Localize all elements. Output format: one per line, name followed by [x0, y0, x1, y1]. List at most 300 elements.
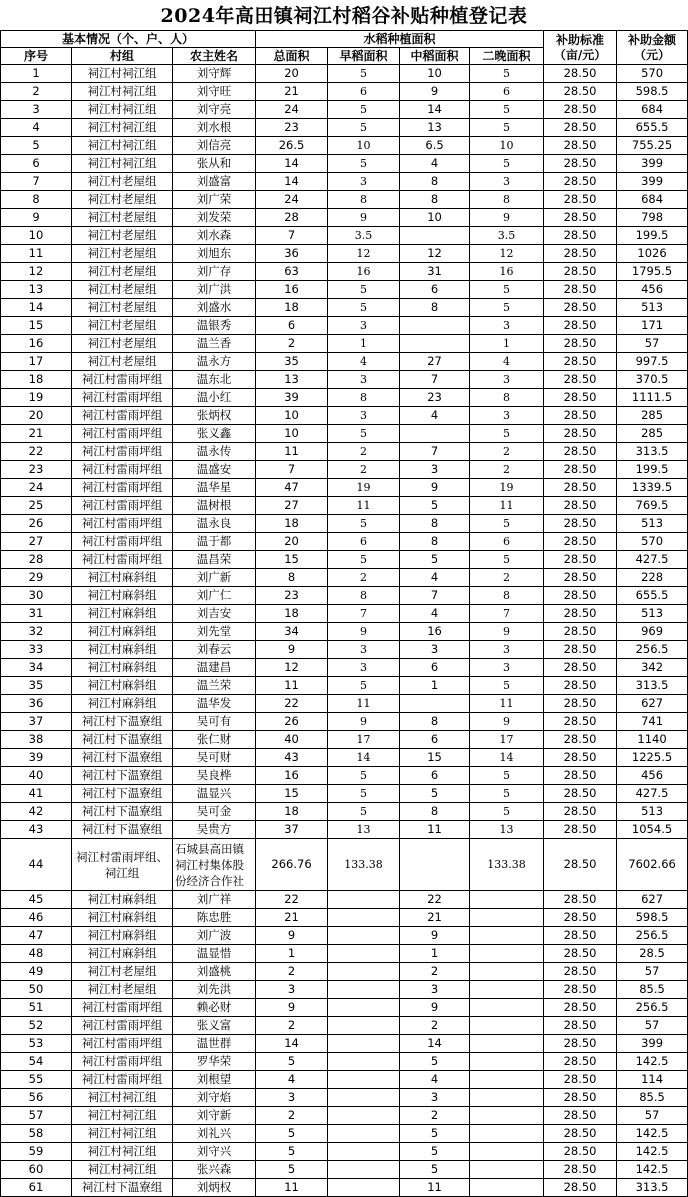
table-row [1, 1179, 688, 1197]
cell-total: 22 [256, 891, 328, 909]
cell-early: 5 [328, 299, 400, 317]
cell-standard: 28.50 [544, 119, 617, 137]
cell-standard: 28.50 [544, 137, 617, 155]
cell-seq: 37 [1, 713, 72, 731]
table-row [1, 425, 688, 443]
cell-late: 6 [470, 83, 544, 101]
cell-standard: 28.50 [544, 173, 617, 191]
cell-group: 祠江村麻斜组 [72, 587, 173, 605]
cell-total: 16 [256, 281, 328, 299]
cell-amount: 199.5 [617, 227, 688, 245]
cell-farmer: 温盛安 [173, 461, 256, 479]
cell-middle: 5 [400, 785, 470, 803]
cell-group: 祠江村老屋组 [72, 173, 173, 191]
cell-amount: 1140 [617, 731, 688, 749]
cell-early [328, 1053, 400, 1071]
header-early: 早稻面积 [328, 48, 400, 65]
cell-seq: 22 [1, 443, 72, 461]
cell-amount: 570 [617, 533, 688, 551]
cell-amount: 142.5 [617, 1161, 688, 1179]
cell-middle: 6 [400, 659, 470, 677]
cell-seq: 12 [1, 263, 72, 281]
cell-early: 8 [328, 389, 400, 407]
cell-amount: 142.5 [617, 1143, 688, 1161]
cell-middle: 5 [400, 551, 470, 569]
cell-total: 16 [256, 767, 328, 785]
cell-late: 7 [470, 605, 544, 623]
cell-middle: 22 [400, 891, 470, 909]
cell-farmer: 吴可金 [173, 803, 256, 821]
cell-group: 祠江村麻斜组 [72, 677, 173, 695]
cell-amount: 627 [617, 695, 688, 713]
cell-group: 祠江村老屋组 [72, 245, 173, 263]
cell-group: 祠江村老屋组 [72, 963, 173, 981]
cell-standard: 28.50 [544, 479, 617, 497]
cell-standard: 28.50 [544, 227, 617, 245]
cell-group: 祠江村祠江组 [72, 155, 173, 173]
cell-seq: 51 [1, 999, 72, 1017]
cell-total: 18 [256, 299, 328, 317]
cell-amount: 285 [617, 407, 688, 425]
cell-farmer: 吴良桦 [173, 767, 256, 785]
cell-middle: 11 [400, 1179, 470, 1197]
cell-farmer: 温东北 [173, 371, 256, 389]
header-group: 村组 [72, 48, 173, 65]
cell-amount: 769.5 [617, 497, 688, 515]
cell-total: 18 [256, 803, 328, 821]
cell-group: 祠江村雷雨坪组 [72, 425, 173, 443]
cell-group: 祠江村祠江组 [72, 1089, 173, 1107]
cell-seq: 18 [1, 371, 72, 389]
cell-farmer: 刘炳权 [173, 1179, 256, 1197]
cell-farmer: 赖必财 [173, 999, 256, 1017]
cell-farmer: 刘广洪 [173, 281, 256, 299]
cell-standard: 28.50 [544, 65, 617, 83]
cell-early [328, 1035, 400, 1053]
cell-amount: 655.5 [617, 587, 688, 605]
cell-amount: 513 [617, 515, 688, 533]
cell-total: 27 [256, 497, 328, 515]
cell-middle: 8 [400, 713, 470, 731]
page-title: 2024年高田镇祠江村稻谷补贴种植登记表 [160, 5, 528, 27]
cell-farmer: 张从和 [173, 155, 256, 173]
cell-total: 5 [256, 1143, 328, 1161]
cell-late: 8 [470, 389, 544, 407]
cell-late: 11 [470, 695, 544, 713]
cell-late: 5 [470, 425, 544, 443]
cell-early: 4 [328, 353, 400, 371]
cell-farmer: 张仁财 [173, 731, 256, 749]
cell-amount: 114 [617, 1071, 688, 1089]
cell-farmer: 刘先堂 [173, 623, 256, 641]
cell-late [470, 945, 544, 963]
cell-standard: 28.50 [544, 767, 617, 785]
cell-group: 祠江村雷雨坪组 [72, 461, 173, 479]
cell-standard: 28.50 [544, 1125, 617, 1143]
cell-group: 祠江村老屋组 [72, 353, 173, 371]
cell-late: 5 [470, 101, 544, 119]
cell-total: 14 [256, 173, 328, 191]
cell-total: 23 [256, 119, 328, 137]
cell-total: 266.76 [256, 839, 328, 891]
cell-total: 7 [256, 461, 328, 479]
cell-middle: 1 [400, 677, 470, 695]
cell-late: 10 [470, 137, 544, 155]
cell-early: 13 [328, 821, 400, 839]
cell-total: 11 [256, 1179, 328, 1197]
cell-total: 15 [256, 785, 328, 803]
cell-seq: 33 [1, 641, 72, 659]
cell-seq: 10 [1, 227, 72, 245]
cell-group: 祠江村下温寮组 [72, 713, 173, 731]
cell-farmer: 吴可财 [173, 749, 256, 767]
table-row [1, 227, 688, 245]
cell-seq: 55 [1, 1071, 72, 1089]
cell-early: 5 [328, 785, 400, 803]
cell-standard: 28.50 [544, 803, 617, 821]
cell-early: 5 [328, 767, 400, 785]
cell-amount: 57 [617, 1017, 688, 1035]
cell-late [470, 927, 544, 945]
cell-amount: 755.25 [617, 137, 688, 155]
table-row [1, 909, 688, 927]
cell-standard: 28.50 [544, 317, 617, 335]
cell-middle: 15 [400, 749, 470, 767]
table-row [1, 641, 688, 659]
table-row [1, 749, 688, 767]
cell-middle: 9 [400, 479, 470, 497]
cell-early [328, 1143, 400, 1161]
table-row [1, 891, 688, 909]
table-body [1, 65, 688, 1197]
cell-seq: 60 [1, 1161, 72, 1179]
cell-amount: 627 [617, 891, 688, 909]
cell-late: 14 [470, 749, 544, 767]
cell-late: 3 [470, 641, 544, 659]
cell-standard: 28.50 [544, 1089, 617, 1107]
cell-total: 47 [256, 479, 328, 497]
cell-amount: 456 [617, 767, 688, 785]
cell-farmer: 吴可有 [173, 713, 256, 731]
cell-farmer: 刘旭东 [173, 245, 256, 263]
table-row [1, 1053, 688, 1071]
cell-early: 7 [328, 605, 400, 623]
table-row [1, 65, 688, 83]
cell-group: 祠江村雷雨坪组 [72, 1035, 173, 1053]
cell-group: 祠江村下温寮组 [72, 767, 173, 785]
cell-late [470, 963, 544, 981]
cell-seq: 56 [1, 1089, 72, 1107]
cell-standard: 28.50 [544, 263, 617, 281]
cell-seq: 52 [1, 1017, 72, 1035]
cell-seq: 26 [1, 515, 72, 533]
cell-total: 22 [256, 695, 328, 713]
cell-standard: 28.50 [544, 425, 617, 443]
cell-farmer: 刘信亮 [173, 137, 256, 155]
cell-standard: 28.50 [544, 1161, 617, 1179]
cell-farmer: 石城县高田镇祠江村集体股份经济合作社 [173, 839, 256, 891]
cell-amount: 313.5 [617, 677, 688, 695]
cell-middle [400, 695, 470, 713]
cell-group: 祠江村祠江组 [72, 137, 173, 155]
cell-middle: 5 [400, 1143, 470, 1161]
cell-amount: 142.5 [617, 1053, 688, 1071]
cell-seq: 2 [1, 83, 72, 101]
cell-seq: 21 [1, 425, 72, 443]
cell-farmer: 刘春云 [173, 641, 256, 659]
header-basic: 基本情况（个、户、人） [1, 31, 256, 48]
table-row [1, 1017, 688, 1035]
cell-total: 39 [256, 389, 328, 407]
cell-early [328, 999, 400, 1017]
cell-early: 6 [328, 533, 400, 551]
cell-seq: 44 [1, 839, 72, 891]
cell-standard: 28.50 [544, 1071, 617, 1089]
cell-seq: 45 [1, 891, 72, 909]
cell-seq: 8 [1, 191, 72, 209]
cell-early: 5 [328, 281, 400, 299]
cell-middle: 8 [400, 803, 470, 821]
cell-seq: 40 [1, 767, 72, 785]
cell-total: 4 [256, 1071, 328, 1089]
cell-group: 祠江村下温寮组 [72, 749, 173, 767]
cell-farmer: 刘吉安 [173, 605, 256, 623]
cell-seq: 58 [1, 1125, 72, 1143]
cell-middle: 14 [400, 1035, 470, 1053]
cell-standard: 28.50 [544, 299, 617, 317]
cell-seq: 41 [1, 785, 72, 803]
table-row [1, 371, 688, 389]
cell-farmer: 温世群 [173, 1035, 256, 1053]
cell-group: 祠江村下温寮组 [72, 803, 173, 821]
cell-late: 5 [470, 785, 544, 803]
cell-seq: 27 [1, 533, 72, 551]
cell-total: 11 [256, 443, 328, 461]
cell-standard: 28.50 [544, 839, 617, 891]
cell-standard: 28.50 [544, 749, 617, 767]
header-middle: 中稻面积 [400, 48, 470, 65]
cell-seq: 46 [1, 909, 72, 927]
cell-early [328, 1125, 400, 1143]
cell-seq: 50 [1, 981, 72, 999]
cell-early [328, 1107, 400, 1125]
cell-late: 3 [470, 317, 544, 335]
cell-farmer: 温永方 [173, 353, 256, 371]
cell-amount: 85.5 [617, 981, 688, 999]
cell-group: 祠江村下温寮组 [72, 821, 173, 839]
cell-amount: 57 [617, 1107, 688, 1125]
table-row [1, 137, 688, 155]
cell-standard: 28.50 [544, 245, 617, 263]
cell-standard: 28.50 [544, 785, 617, 803]
cell-standard: 28.50 [544, 461, 617, 479]
cell-middle: 10 [400, 65, 470, 83]
cell-late: 5 [470, 65, 544, 83]
cell-farmer: 刘守焰 [173, 1089, 256, 1107]
cell-early: 3 [328, 371, 400, 389]
header-farmer: 农主姓名 [173, 48, 256, 65]
cell-group: 祠江村老屋组 [72, 227, 173, 245]
cell-group: 祠江村雷雨坪组 [72, 1053, 173, 1071]
cell-standard: 28.50 [544, 981, 617, 999]
cell-farmer: 温于都 [173, 533, 256, 551]
cell-middle: 5 [400, 497, 470, 515]
cell-total: 2 [256, 963, 328, 981]
header-amount: 补助金额（元） [617, 31, 688, 65]
cell-standard: 28.50 [544, 641, 617, 659]
cell-total: 36 [256, 245, 328, 263]
cell-total: 21 [256, 83, 328, 101]
cell-amount: 684 [617, 101, 688, 119]
cell-late [470, 1089, 544, 1107]
cell-middle: 4 [400, 155, 470, 173]
cell-farmer: 温华发 [173, 695, 256, 713]
cell-middle [400, 335, 470, 353]
cell-seq: 14 [1, 299, 72, 317]
cell-standard: 28.50 [544, 497, 617, 515]
table-row [1, 263, 688, 281]
cell-standard: 28.50 [544, 659, 617, 677]
cell-amount: 142.5 [617, 1125, 688, 1143]
cell-standard: 28.50 [544, 821, 617, 839]
cell-early: 5 [328, 65, 400, 83]
cell-late: 5 [470, 515, 544, 533]
cell-middle: 2 [400, 963, 470, 981]
cell-farmer: 刘守辉 [173, 65, 256, 83]
cell-middle: 3 [400, 981, 470, 999]
cell-early: 5 [328, 515, 400, 533]
table-row [1, 945, 688, 963]
cell-early: 5 [328, 425, 400, 443]
cell-early: 1 [328, 335, 400, 353]
table-row [1, 497, 688, 515]
cell-middle: 6 [400, 731, 470, 749]
cell-group: 祠江村雷雨坪组 [72, 497, 173, 515]
table-row [1, 461, 688, 479]
cell-late: 5 [470, 677, 544, 695]
cell-group: 祠江村老屋组 [72, 209, 173, 227]
cell-farmer: 温显兴 [173, 785, 256, 803]
cell-early: 3 [328, 173, 400, 191]
cell-amount: 456 [617, 281, 688, 299]
cell-amount: 57 [617, 335, 688, 353]
cell-early: 3 [328, 659, 400, 677]
cell-amount: 313.5 [617, 443, 688, 461]
cell-standard: 28.50 [544, 623, 617, 641]
cell-early: 14 [328, 749, 400, 767]
cell-late: 11 [470, 497, 544, 515]
cell-amount: 171 [617, 317, 688, 335]
cell-total: 9 [256, 927, 328, 945]
table-row [1, 443, 688, 461]
cell-amount: 513 [617, 803, 688, 821]
cell-standard: 28.50 [544, 909, 617, 927]
cell-seq: 39 [1, 749, 72, 767]
cell-amount: 85.5 [617, 1089, 688, 1107]
cell-group: 祠江村麻斜组 [72, 605, 173, 623]
cell-total: 3 [256, 981, 328, 999]
cell-late [470, 999, 544, 1017]
cell-farmer: 刘守旺 [173, 83, 256, 101]
cell-standard: 28.50 [544, 569, 617, 587]
cell-total: 9 [256, 999, 328, 1017]
table-row [1, 245, 688, 263]
cell-amount: 741 [617, 713, 688, 731]
cell-late: 3 [470, 659, 544, 677]
cell-total: 2 [256, 1017, 328, 1035]
cell-group: 祠江村雷雨坪组 [72, 371, 173, 389]
cell-early: 11 [328, 695, 400, 713]
cell-farmer: 温显惜 [173, 945, 256, 963]
cell-farmer: 刘先洪 [173, 981, 256, 999]
cell-total: 18 [256, 605, 328, 623]
cell-early [328, 963, 400, 981]
cell-late: 12 [470, 245, 544, 263]
table-row [1, 533, 688, 551]
table-row [1, 281, 688, 299]
cell-amount: 969 [617, 623, 688, 641]
cell-middle: 9 [400, 927, 470, 945]
cell-early [328, 909, 400, 927]
cell-middle [400, 839, 470, 891]
table-row [1, 1089, 688, 1107]
cell-total: 28 [256, 209, 328, 227]
cell-seq: 36 [1, 695, 72, 713]
cell-middle: 23 [400, 389, 470, 407]
cell-seq: 28 [1, 551, 72, 569]
cell-middle: 4 [400, 407, 470, 425]
cell-group: 祠江村雷雨坪组 [72, 479, 173, 497]
cell-standard: 28.50 [544, 551, 617, 569]
cell-seq: 48 [1, 945, 72, 963]
cell-amount: 342 [617, 659, 688, 677]
cell-middle: 6 [400, 281, 470, 299]
cell-amount: 1795.5 [617, 263, 688, 281]
cell-seq: 15 [1, 317, 72, 335]
cell-amount: 1054.5 [617, 821, 688, 839]
cell-total: 9 [256, 641, 328, 659]
cell-late: 8 [470, 191, 544, 209]
cell-amount: 256.5 [617, 999, 688, 1017]
cell-late: 2 [470, 569, 544, 587]
cell-early: 6 [328, 83, 400, 101]
cell-early: 9 [328, 713, 400, 731]
cell-middle: 3 [400, 1089, 470, 1107]
table-row [1, 839, 688, 891]
cell-standard: 28.50 [544, 587, 617, 605]
cell-seq: 5 [1, 137, 72, 155]
cell-early [328, 1071, 400, 1089]
cell-group: 祠江村雷雨坪组 [72, 515, 173, 533]
cell-group: 祠江村雷雨坪组、祠江组 [72, 839, 173, 891]
cell-farmer: 刘广新 [173, 569, 256, 587]
cell-late [470, 891, 544, 909]
cell-early [328, 981, 400, 999]
cell-farmer: 温永传 [173, 443, 256, 461]
cell-total: 1 [256, 945, 328, 963]
cell-late: 5 [470, 155, 544, 173]
cell-group: 祠江村雷雨坪组 [72, 533, 173, 551]
cell-group: 祠江村老屋组 [72, 335, 173, 353]
cell-farmer: 温小红 [173, 389, 256, 407]
table-row [1, 101, 688, 119]
cell-total: 20 [256, 65, 328, 83]
table-row [1, 999, 688, 1017]
cell-group: 祠江村麻斜组 [72, 641, 173, 659]
cell-middle: 11 [400, 821, 470, 839]
cell-standard: 28.50 [544, 209, 617, 227]
cell-amount: 313.5 [617, 1179, 688, 1197]
